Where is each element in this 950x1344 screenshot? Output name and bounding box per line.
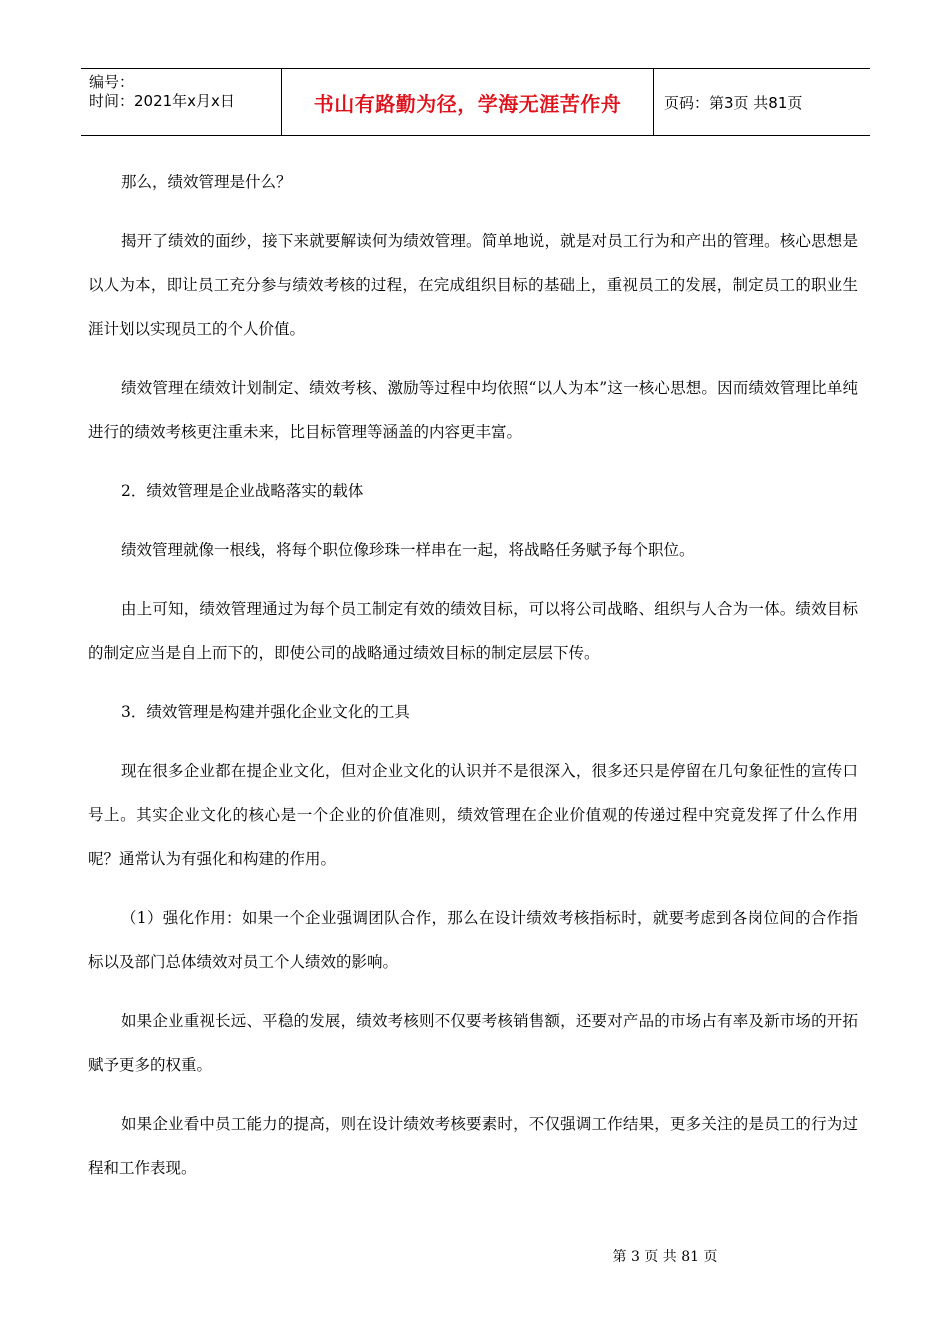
paragraph: 那么，绩效管理是什么？ bbox=[121, 173, 292, 191]
page-footer bbox=[0, 1246, 950, 1266]
document-body bbox=[88, 160, 858, 1205]
paragraph: （1）强化作用：如果一个企业强调团队合作，那么在设计绩效考核指标时，就要考虑到各岗位间的合作指标以及部门总体绩效对员工个人绩效的影响。 bbox=[88, 909, 858, 971]
paragraph: 由上可知，绩效管理通过为每个员工制定有效的绩效目标，可以将公司战略、组织与人合为一体。绩效目标的制定应当是自上而下的，即使公司的战略通过绩效目标的制定层层下传。 bbox=[88, 600, 858, 662]
header-motto: 书山有路勤为径，学海无涯苦作舟 bbox=[282, 69, 654, 135]
document-date-label: 时间：2021年x月x日 bbox=[89, 92, 235, 110]
paragraph: 如果企业看中员工能力的提高，则在设计绩效考核要素时，不仅强调工作结果，更多关注的是员工的行为过程和工作表现。 bbox=[88, 1115, 858, 1177]
header-meta-cell bbox=[81, 69, 282, 135]
paragraph: 揭开了绩效的面纱，接下来就要解读何为绩效管理。简单地说，就是对员工行为和产出的管理。核心思想是以人为本，即让员工充分参与绩效考核的过程，在完成组织目标的基础上，重视员工的发展，制定员工的职业生涯计划以实现员工的个人价值。 bbox=[88, 232, 858, 338]
paragraph: 现在很多企业都在提企业文化，但对企业文化的认识并不是很深入，很多还只是停留在几句象征性的宣传口号上。其实企业文化的核心是一个企业的价值准则，绩效管理在企业价值观的传递过程中究竟发挥了什么作用呢？通常认为有强化和构建的作用。 bbox=[88, 762, 858, 868]
paragraph: 绩效管理就像一根线，将每个职位像珍珠一样串在一起，将战略任务赋予每个职位。 bbox=[121, 541, 695, 559]
document-header bbox=[81, 68, 870, 136]
section-heading: 2．绩效管理是企业战略落实的载体 bbox=[121, 482, 364, 500]
footer-page-number: 第 3 页 共 81 页 bbox=[612, 1249, 718, 1265]
paragraph: 绩效管理在绩效计划制定、绩效考核、激励等过程中均依照“以人为本”这一核心思想。因而绩效管理比单纯进行的绩效考核更注重未来，比目标管理等涵盖的内容更丰富。 bbox=[88, 379, 858, 441]
document-number-label: 编号： bbox=[89, 73, 135, 91]
paragraph: 如果企业重视长远、平稳的发展，绩效考核则不仅要考核销售额，还要对产品的市场占有率及新市场的开拓赋予更多的权重。 bbox=[88, 1012, 858, 1074]
header-page-info: 页码：第3页 共81页 bbox=[664, 93, 803, 112]
section-heading: 3．绩效管理是构建并强化企业文化的工具 bbox=[121, 703, 410, 721]
